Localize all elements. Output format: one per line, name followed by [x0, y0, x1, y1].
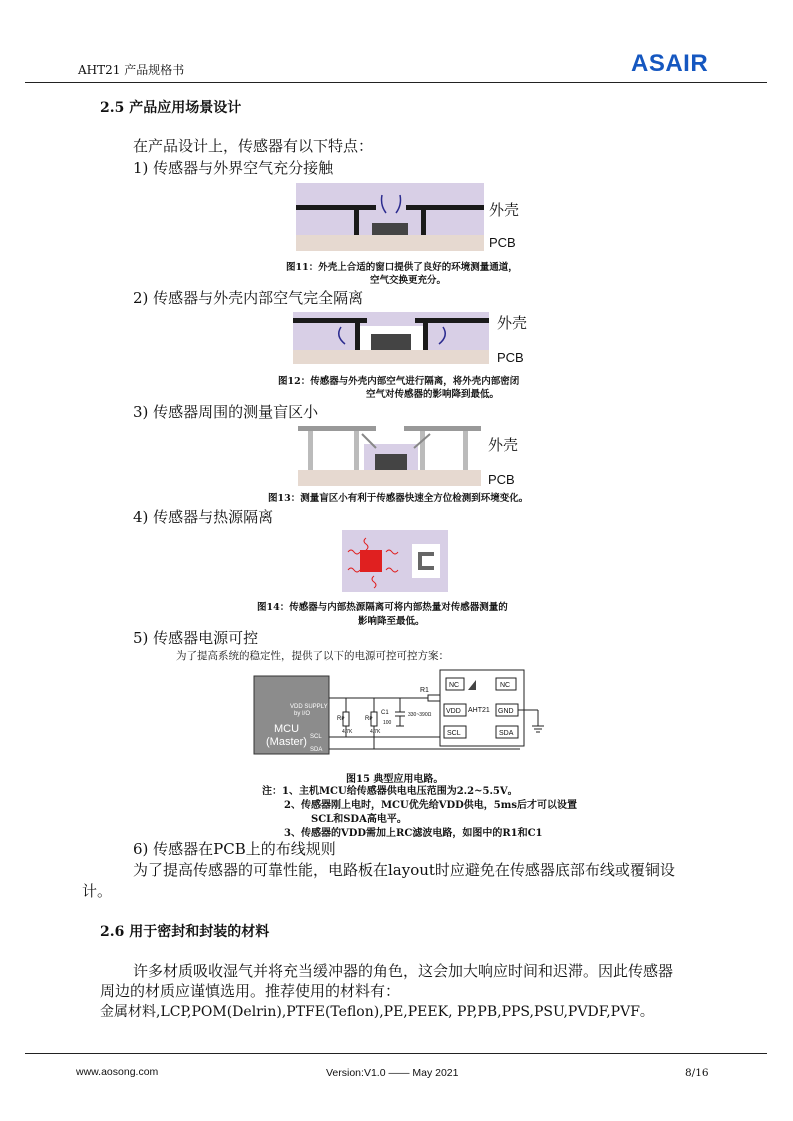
figure-12-caption-1: 图12：传感器与外壳内部空气进行隔离，将外壳内部密闭: [278, 376, 520, 387]
feature-item-2: 2) 传感器与外壳内部空气完全隔离: [133, 289, 364, 307]
section-2-5-heading: 2.5 产品应用场景设计: [100, 100, 242, 116]
figure-11-shell-label: 外壳: [489, 202, 520, 219]
footer-website: www.aosong.com: [76, 1066, 159, 1078]
c1-range: 330~390Ω: [408, 712, 432, 718]
footer-version: Version:V1.0 —— May 2021: [326, 1067, 459, 1079]
figure-11-pcb-label: PCB: [489, 235, 516, 250]
pin-gnd: GND: [498, 708, 514, 715]
mcu-vdd-supply-label: VDD SUPPLY: [290, 704, 328, 710]
pin-vdd: VDD: [446, 708, 461, 715]
c1-label: C1: [381, 710, 389, 716]
figure-11-caption-2: 空气交换更充分。: [370, 275, 447, 286]
materials-para-line-2: 周边的材质应谨慎选用。推荐使用的材料有：: [100, 982, 401, 1000]
r1-label: R1: [420, 687, 429, 694]
figure-13-diagram: [298, 422, 538, 488]
materials-list: 金属材料,LCP,POM(Delrin),PTFE(Teflon),PE,PEEK, PP,PB,PPS,PSU,PVDF,PVF。: [100, 1004, 654, 1020]
pin-sda: SDA: [499, 730, 514, 737]
layout-rule-line-1: 为了提高传感器的可靠性能，电路板在layout时应避免在传感器底部布线或覆铜设: [133, 861, 675, 879]
page-number: 8/16: [685, 1067, 709, 1079]
figure-14-diagram: [342, 530, 448, 592]
mcu-label: MCU: [274, 723, 300, 735]
pin-nc-right: NC: [500, 682, 511, 689]
figure-15-note-2: 2、传感器刚上电时，MCU优先给VDD供电，5ms后才可以设置: [284, 800, 577, 811]
layout-rule-line-2: 计。: [82, 882, 113, 900]
feature-item-5: 5) 传感器电源可控: [133, 629, 259, 647]
pin-nc-left: NC: [449, 682, 460, 689]
footer-rule: [25, 1053, 767, 1054]
mcu-master-label: (Master): [266, 736, 307, 748]
power-intro: 为了提高系统的稳定性，提供了以下的电源可控可控方案：: [176, 650, 449, 662]
section-2-6-heading: 2.6 用于密封和封装的材料: [100, 924, 270, 940]
figure-14-caption-1: 图14：传感器与内部热源隔离可将内部热量对传感器测量的: [257, 602, 508, 613]
chip-label: AHT21: [468, 707, 490, 714]
feature-item-4: 4) 传感器与热源隔离: [133, 508, 274, 526]
doc-title: AHT21 产品规格书: [78, 63, 185, 77]
rp-label-2: Rᴘ: [365, 716, 373, 722]
feature-item-1: 1) 传感器与外界空气充分接触: [133, 159, 334, 177]
figure-15-caption: 图15 典型应用电路。: [346, 774, 444, 785]
feature-item-3: 3) 传感器周围的测量盲区小: [133, 403, 319, 421]
features-intro: 在产品设计上，传感器有以下特点：: [133, 137, 374, 155]
figure-11-diagram: [296, 183, 536, 251]
figure-15-circuit: [250, 668, 550, 768]
figure-12-diagram: [293, 312, 533, 366]
figure-15-note-2b: SCL和SDA高电平。: [311, 814, 407, 825]
mcu-by-io-label: by I/O: [294, 711, 311, 717]
figure-15-note-3: 3、传感器的VDD需加上RC滤波电路，如图中的R1和C1: [284, 828, 543, 839]
materials-para-line-1: 许多材质吸收湿气并将充当缓冲器的角色，这会加大响应时间和迟滞。因此传感器: [133, 962, 674, 980]
rp-value-1: 4.7K: [342, 729, 353, 735]
rp-label-1: Rᴘ: [337, 716, 345, 722]
figure-14-caption-2: 影响降至最低。: [358, 616, 425, 627]
figure-12-caption-2: 空气对传感器的影响降到最低。: [366, 389, 500, 400]
rp-value-2: 4.7K: [370, 729, 381, 735]
brand-logo: ASAIR: [631, 50, 709, 77]
header-rule: [25, 82, 767, 83]
feature-item-6: 6) 传感器在PCB上的布线规则: [133, 840, 336, 858]
mcu-sda-label: SDA: [310, 747, 323, 753]
figure-12-pcb-label: PCB: [497, 350, 524, 365]
figure-15-note-1: 注：1、主机MCU给传感器供电电压范围为2.2~5.5V。: [262, 786, 518, 797]
figure-13-shell-label: 外壳: [488, 437, 519, 454]
c1-value: 100: [383, 720, 392, 726]
figure-13-pcb-label: PCB: [488, 472, 515, 487]
figure-13-caption-1: 图13：测量盲区小有利于传感器快速全方位检测到环境变化。: [268, 493, 529, 504]
pin-scl: SCL: [447, 730, 461, 737]
mcu-scl-label: SCL: [310, 734, 322, 740]
figure-11-caption-1: 图11：外壳上合适的窗口提供了良好的环境测量通道，: [286, 262, 518, 273]
figure-12-shell-label: 外壳: [497, 315, 528, 332]
